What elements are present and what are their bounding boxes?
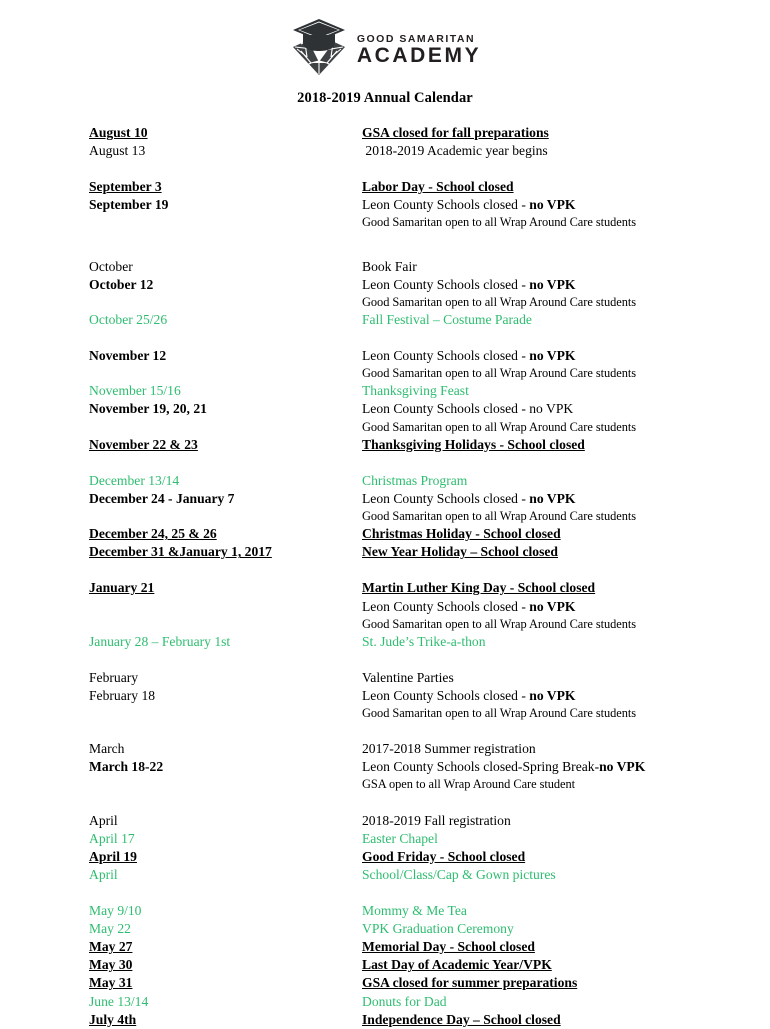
calendar-note-row — [89, 508, 730, 525]
row-spacer — [89, 884, 730, 902]
calendar-description-text: Donuts for Dad — [362, 993, 447, 1009]
calendar-date-text: December 13/14 — [89, 472, 180, 488]
calendar-description — [362, 758, 730, 776]
calendar-date-text: October 12 — [89, 276, 154, 292]
calendar-row — [89, 382, 730, 400]
calendar-row — [89, 196, 730, 214]
calendar-date-text: September 19 — [89, 197, 169, 213]
calendar-date-text: November 19, 20, 21 — [89, 401, 207, 417]
calendar-description-part: no VPK — [529, 276, 576, 292]
calendar-date — [89, 938, 362, 956]
calendar-date — [89, 633, 362, 651]
calendar-description — [362, 311, 730, 329]
calendar-row — [89, 740, 730, 758]
calendar-date — [89, 956, 362, 974]
calendar-row — [89, 758, 730, 776]
calendar-note-row — [89, 776, 730, 793]
calendar-date — [89, 400, 362, 418]
graduation-cap-mosaic-logo-icon — [289, 19, 351, 77]
calendar-description-text: Good Friday - School closed — [362, 848, 526, 864]
calendar-description — [362, 633, 730, 651]
calendar-description — [362, 993, 730, 1011]
calendar-date — [89, 382, 362, 400]
calendar-description — [362, 124, 730, 142]
calendar-date — [89, 436, 362, 454]
calendar-description-part: Leon County Schools closed - — [362, 348, 530, 364]
calendar-date: February 18 — [89, 688, 156, 703]
calendar-date-text: December 24 - January 7 — [89, 490, 235, 506]
calendar-description — [362, 866, 730, 884]
calendar-description — [362, 382, 730, 400]
calendar-date — [89, 543, 362, 561]
calendar-note-row — [89, 705, 730, 722]
calendar-row — [89, 938, 730, 956]
calendar-date: March — [89, 741, 125, 757]
calendar-description-text: Thanksgiving Feast — [362, 383, 469, 399]
school-logo — [0, 18, 770, 78]
calendar-date — [89, 830, 362, 848]
calendar-description-text: New Year Holiday – School closed — [362, 544, 558, 560]
calendar-description — [362, 472, 730, 490]
calendar-row — [89, 974, 730, 992]
calendar-row — [89, 579, 730, 597]
calendar-description: Good Samaritan open to all Wrap Around Care students — [362, 294, 637, 309]
calendar-row — [89, 848, 730, 866]
calendar-description — [362, 956, 730, 974]
calendar-description-text: Mommy & Me Tea — [362, 903, 467, 919]
calendar-note-row — [89, 616, 730, 633]
calendar-date — [89, 472, 362, 490]
calendar-description-part: Leon County Schools closed-Spring Break- — [362, 759, 600, 775]
calendar-description-part: no VPK — [529, 688, 576, 703]
calendar-date-text: May 27 — [89, 939, 133, 955]
calendar-description-text: GSA closed for summer preparations — [362, 975, 578, 991]
calendar-description-text: VPK Graduation Ceremony — [362, 921, 514, 937]
calendar-description-text: Memorial Day - School closed — [362, 939, 535, 955]
calendar-description-text: Martin Luther King Day - School closed — [362, 580, 596, 596]
calendar-description — [362, 196, 730, 214]
calendar-date — [89, 579, 362, 597]
calendar-date-text: December 31 &January 1, 2017 — [89, 544, 272, 560]
calendar-description — [362, 848, 730, 866]
calendar-date-text: May 30 — [89, 957, 133, 973]
calendar-description: 2017-2018 Summer registration — [362, 741, 536, 757]
calendar-description: Good Samaritan open to all Wrap Around Care students — [362, 616, 637, 631]
calendar-row — [89, 490, 730, 508]
calendar-date — [89, 866, 362, 884]
calendar-row — [89, 1011, 730, 1029]
calendar-date — [89, 920, 362, 938]
calendar-row — [89, 920, 730, 938]
calendar-date: February — [89, 669, 139, 685]
calendar-description-text: Easter Chapel — [362, 830, 438, 846]
row-spacer — [89, 722, 730, 740]
row-spacer — [89, 329, 730, 347]
calendar-note-row — [89, 294, 730, 311]
calendar-date — [89, 178, 362, 196]
calendar-description-part: no VPK — [529, 598, 576, 614]
calendar-row — [89, 258, 730, 276]
calendar-date-text: June 13/14 — [89, 993, 149, 1009]
calendar-description — [362, 178, 730, 196]
calendar-row — [89, 543, 730, 561]
calendar-description — [362, 598, 730, 616]
calendar-row — [89, 830, 730, 848]
calendar-date — [89, 902, 362, 920]
calendar-list — [0, 124, 770, 1029]
calendar-row — [89, 525, 730, 543]
calendar-description-text: St. Jude’s Trike-a-thon — [362, 633, 486, 649]
calendar-row — [89, 902, 730, 920]
calendar-date — [89, 276, 362, 294]
calendar-description — [362, 525, 730, 543]
calendar-description: 2018-2019 Fall registration — [362, 812, 511, 828]
calendar-date-text: August 10 — [89, 125, 148, 140]
calendar-date-text: November 22 & 23 — [89, 436, 198, 452]
page-title: 2018-2019 Annual Calendar — [297, 90, 473, 106]
calendar-note-row — [89, 419, 730, 436]
calendar-date-text: March 18-22 — [89, 759, 164, 775]
calendar-date-text: October 25/26 — [89, 311, 168, 327]
calendar-description-part: Leon County Schools closed - — [362, 197, 530, 213]
calendar-date — [89, 993, 362, 1011]
calendar-description-text: Thanksgiving Holidays - School closed — [362, 436, 585, 452]
calendar-date-text: May 22 — [89, 921, 131, 937]
calendar-description-text: Christmas Program — [362, 472, 468, 488]
calendar-date — [89, 311, 362, 329]
calendar-date-text: April — [89, 866, 118, 882]
calendar-row — [89, 956, 730, 974]
calendar-description-text: School/Class/Cap & Gown pictures — [362, 866, 556, 882]
calendar-date-text: April 19 — [89, 848, 137, 864]
calendar-description-part: Leon County Schools closed - — [362, 598, 530, 614]
calendar-row — [89, 633, 730, 651]
calendar-description — [362, 902, 730, 920]
logo-line-good-samaritan: GOOD SAMARITAN — [356, 32, 476, 45]
calendar-description-part: Leon County Schools closed - — [362, 688, 530, 703]
logo-line-academy: ACADEMY — [356, 44, 482, 68]
row-spacer — [89, 794, 730, 812]
calendar-date-text: November 15/16 — [89, 383, 181, 399]
calendar-description-text: Fall Festival – Costume Parade — [362, 311, 532, 327]
calendar-description: Good Samaritan open to all Wrap Around Care students — [362, 419, 637, 434]
calendar-description-text: Last Day of Academic Year/VPK — [362, 957, 552, 973]
calendar-description: Good Samaritan open to all Wrap Around Care students — [362, 509, 637, 524]
calendar-date-text: January 28 – February 1st — [89, 633, 231, 649]
calendar-row — [89, 178, 730, 196]
row-spacer — [89, 651, 730, 669]
calendar-description — [362, 347, 730, 365]
calendar-row — [89, 866, 730, 884]
calendar-description — [362, 920, 730, 938]
calendar-description — [362, 490, 730, 508]
calendar-description — [362, 1011, 730, 1029]
calendar-date — [89, 490, 362, 508]
calendar-row — [89, 669, 730, 687]
logo-wordmark — [357, 30, 481, 67]
calendar-row — [89, 812, 730, 830]
calendar-date — [89, 196, 362, 214]
row-spacer — [89, 454, 730, 472]
calendar-description: Good Samaritan open to all Wrap Around Care students — [362, 706, 637, 721]
calendar-row — [89, 687, 730, 705]
calendar-row — [89, 142, 730, 160]
calendar-date — [89, 525, 362, 543]
calendar-description: Good Samaritan open to all Wrap Around Care students — [362, 366, 637, 381]
calendar-date — [89, 124, 362, 142]
calendar-date-text: April 17 — [89, 830, 135, 846]
calendar-row — [89, 598, 730, 616]
calendar-date — [89, 758, 362, 776]
calendar-date — [89, 974, 362, 992]
calendar-description — [362, 974, 730, 992]
calendar-description — [362, 938, 730, 956]
calendar-description-text: GSA closed for fall preparations — [362, 125, 549, 140]
calendar-description-part: no VPK — [599, 759, 646, 775]
calendar-date — [89, 848, 362, 866]
calendar-date-text: May 31 — [89, 975, 133, 991]
calendar-description — [362, 687, 730, 705]
calendar-date: October — [89, 258, 133, 274]
calendar-description — [362, 579, 730, 597]
calendar-description-part: Leon County Schools closed - — [362, 276, 530, 292]
calendar-row — [89, 124, 730, 142]
calendar-note-row — [89, 365, 730, 382]
calendar-date-text: November 12 — [89, 348, 167, 364]
calendar-description-part: Leon County Schools closed - — [362, 490, 530, 506]
calendar-description-part: no VPK — [529, 348, 576, 364]
calendar-description: Leon County Schools closed - no VPK — [362, 401, 574, 417]
calendar-description — [362, 436, 730, 454]
calendar-row — [89, 436, 730, 454]
calendar-note-row — [89, 214, 730, 231]
calendar-description — [362, 543, 730, 561]
calendar-description: 2018-2019 Academic year begins — [362, 143, 548, 159]
calendar-description: Good Samaritan open to all Wrap Around Care students — [362, 215, 637, 230]
calendar-row — [89, 311, 730, 329]
calendar-date-text: January 21 — [89, 580, 155, 596]
row-spacer — [89, 561, 730, 579]
calendar-date-text: December 24, 25 & 26 — [89, 526, 217, 542]
calendar-date-text: September 3 — [89, 179, 162, 195]
calendar-description-text: Labor Day - School closed — [362, 179, 514, 195]
calendar-row — [89, 347, 730, 365]
calendar-description-part: no VPK — [529, 490, 576, 506]
calendar-description — [362, 276, 730, 294]
document-header — [0, 0, 770, 107]
calendar-description: Valentine Parties — [362, 669, 454, 685]
calendar-date — [89, 347, 362, 365]
calendar-description-text: Christmas Holiday - School closed — [362, 526, 561, 542]
row-spacer — [89, 232, 730, 258]
calendar-row — [89, 472, 730, 490]
calendar-row — [89, 993, 730, 1011]
calendar-date-text: May 9/10 — [89, 903, 142, 919]
row-spacer — [89, 160, 730, 178]
calendar-description-text: Independence Day – School closed — [362, 1011, 561, 1027]
calendar-date: August 13 — [89, 143, 146, 159]
calendar-date — [89, 1011, 362, 1029]
calendar-row — [89, 400, 730, 418]
calendar-description: GSA open to all Wrap Around Care student — [362, 777, 576, 792]
calendar-description-part: no VPK — [529, 197, 576, 213]
calendar-row — [89, 276, 730, 294]
calendar-description: Book Fair — [362, 258, 417, 274]
calendar-description — [362, 830, 730, 848]
calendar-date-text: July 4th — [89, 1011, 137, 1027]
calendar-date: April — [89, 812, 118, 828]
